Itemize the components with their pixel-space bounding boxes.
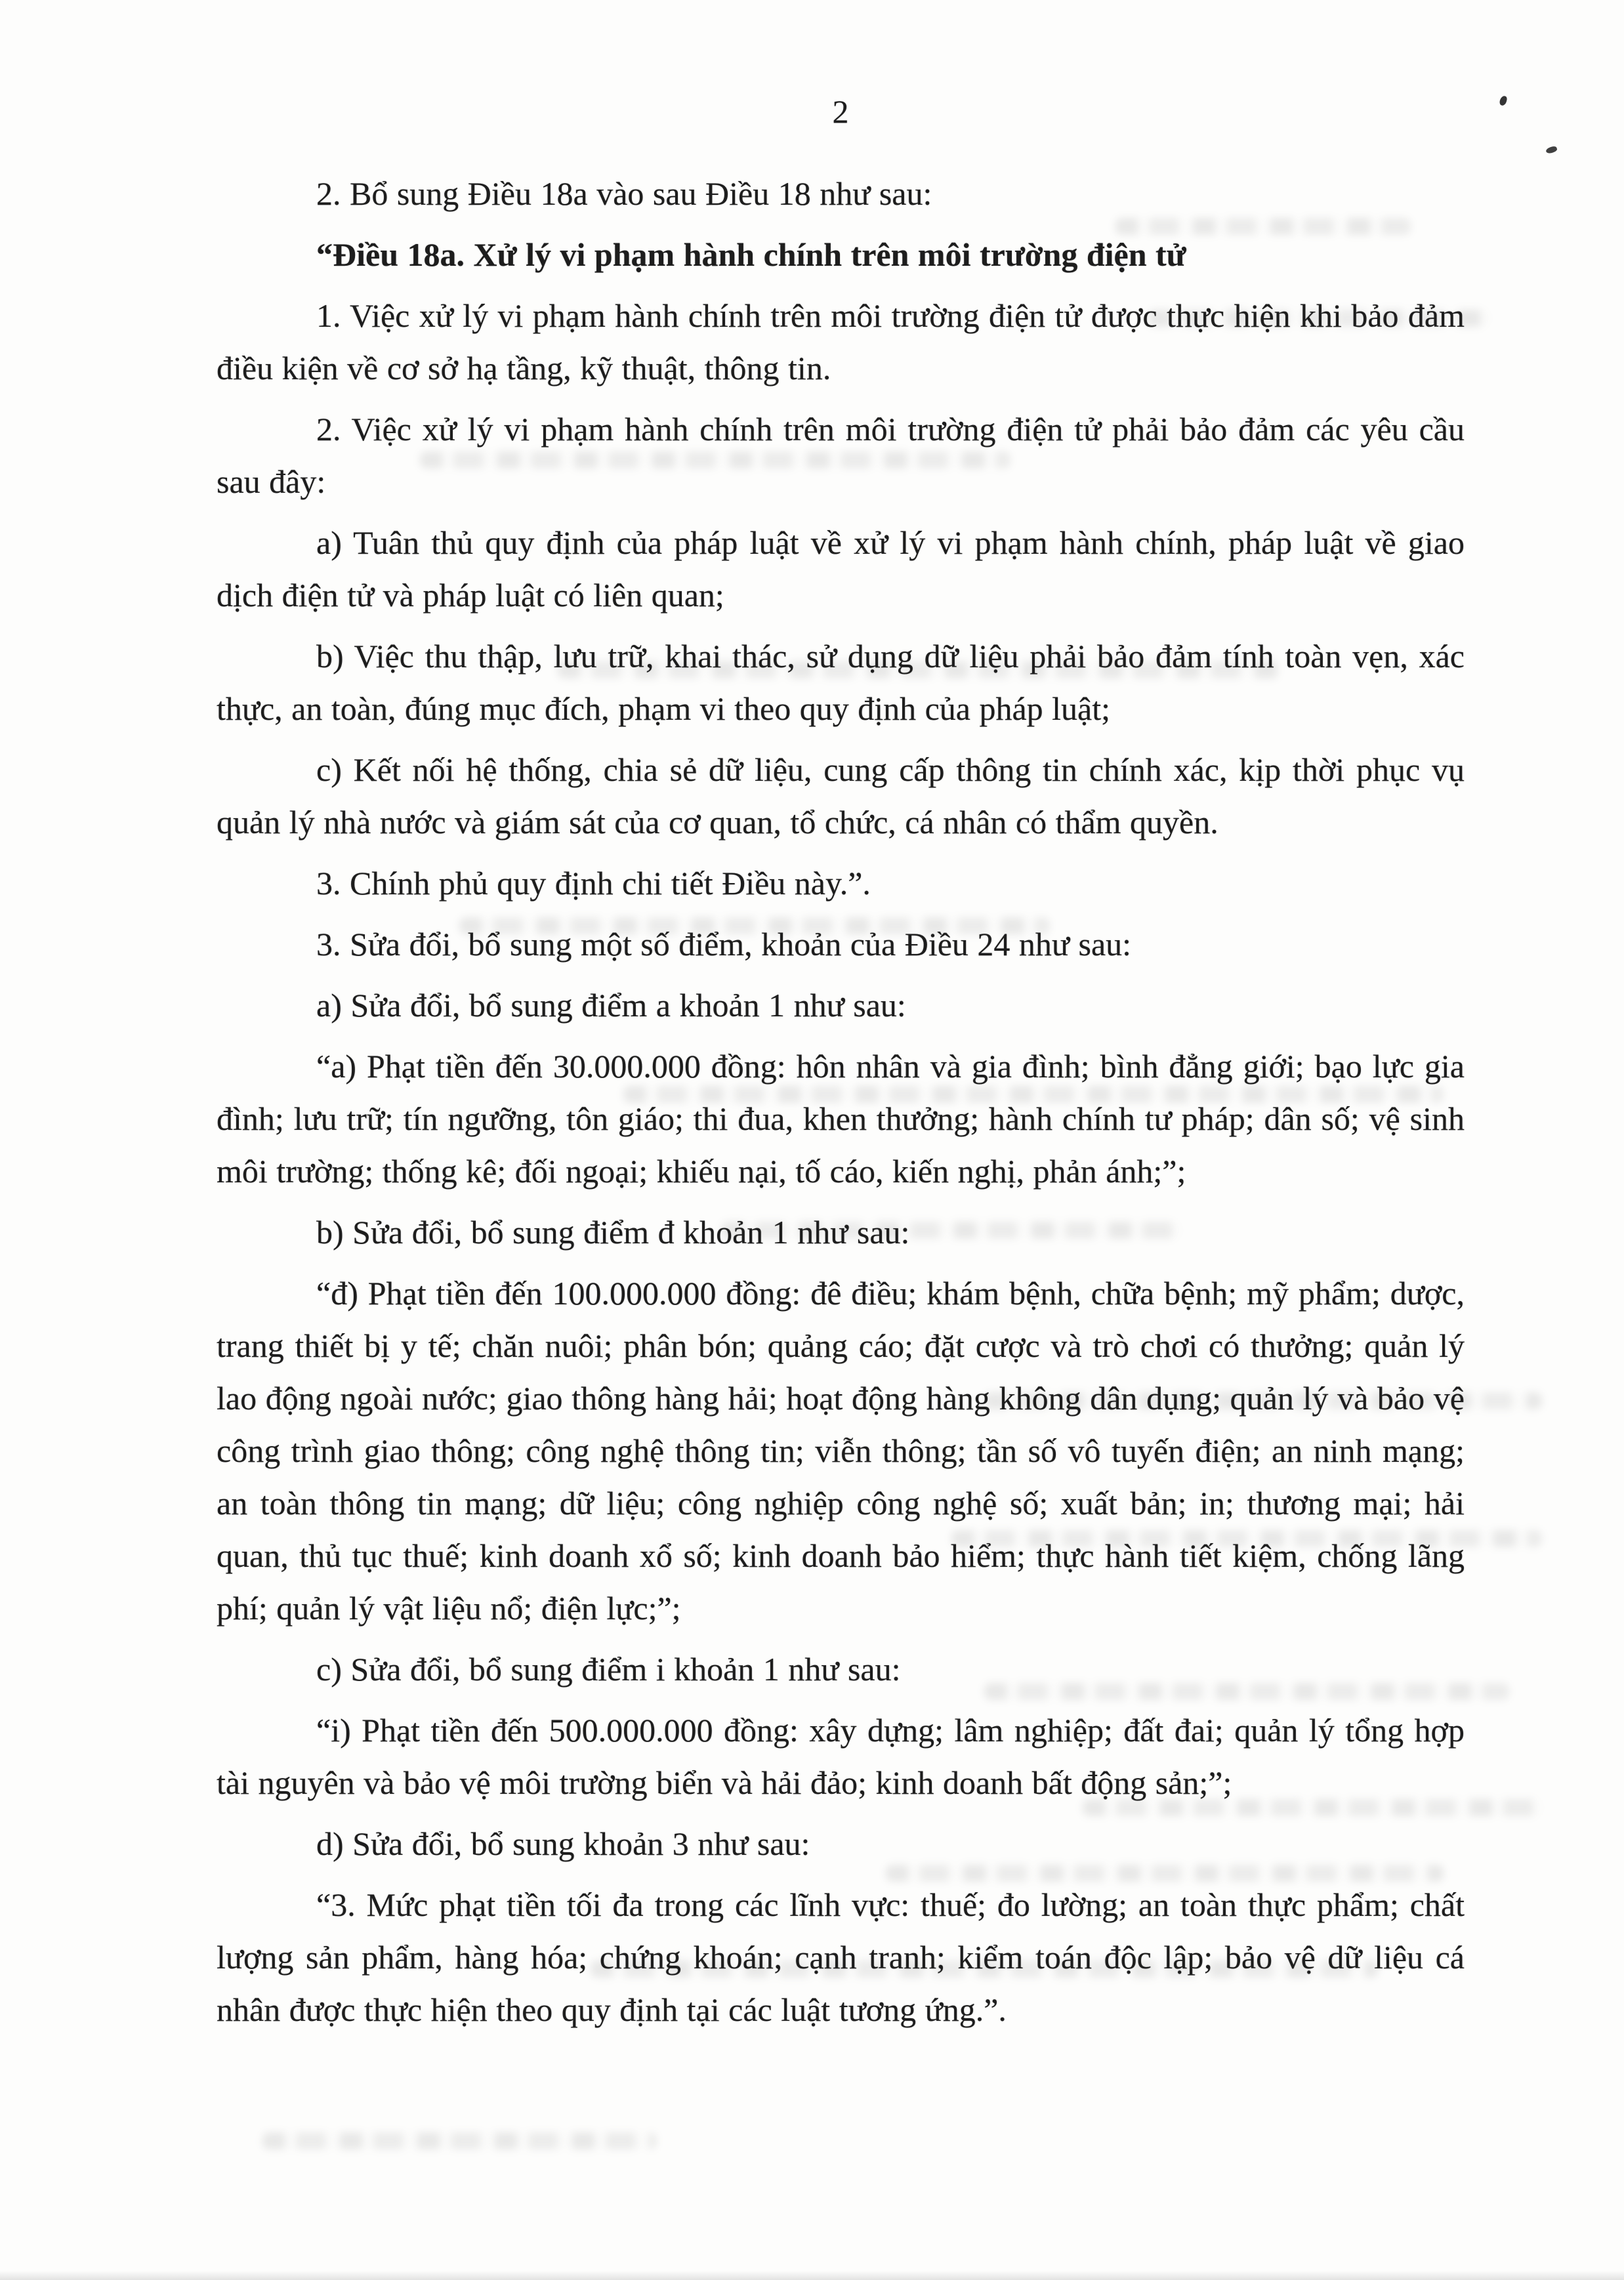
paragraph: b) Sửa đổi, bổ sung điểm đ khoản 1 như sau: [316,1214,910,1251]
page-number: 2 [832,93,849,130]
paragraph: c) Kết nối hệ thống, chia sẻ dữ liệu, cung cấp thông tin chính xác, kịp thời phục vụ quản lý nhà nước và giám sát của cơ quan, tổ chức, cá nhân có thẩm quyền. [217,751,1465,840]
paragraph: 1. Việc xử lý vi phạm hành chính trên môi trường điện tử được thực hiện khi bảo đảm điều kiện về cơ sở hạ tầng, kỹ thuật, thông tin. [217,297,1465,386]
paragraph: a) Tuân thủ quy định của pháp luật về xử lý vi phạm hành chính, pháp luật về giao dịch điện tử và pháp luật có liên quan; [217,524,1465,613]
paragraph: 3. Sửa đổi, bổ sung một số điểm, khoản của Điều 24 như sau: [316,926,1132,963]
paragraph: “đ) Phạt tiền đến 100.000.000 đồng: đê điều; khám bệnh, chữa bệnh; mỹ phẩm; dược, trang thiết bị y tế; chăn nuôi; phân bón; quảng cáo; đặt cược và trò chơi có thưởng; quản lý lao động ngoài nước; giao thông hàng hải; hoạt động hàng không dân dụng; quản lý và bảo vệ công trình giao thông; công nghệ thông tin; viễn thông; tần số vô tuyến điện; an ninh mạng; an toàn thông tin mạng; dữ liệu; công nghiệp công nghệ số; xuất bản; in; thương mại; hải quan, thủ tục thuế; kinh doanh xổ số; kinh doanh bảo hiểm; thực hành tiết kiệm, chống lãng phí; quản lý vật liệu nổ; điện lực;”; [217,1275,1465,1627]
article-heading: “Điều 18a. Xử lý vi phạm hành chính trên môi trường điện tử [316,236,1186,273]
paragraph: a) Sửa đổi, bổ sung điểm a khoản 1 như sau: [316,987,906,1024]
paragraph: 2. Bổ sung Điều 18a vào sau Điều 18 như sau: [316,175,932,212]
paragraph: c) Sửa đổi, bổ sung điểm i khoản 1 như sau: [316,1651,901,1688]
paragraph: 3. Chính phủ quy định chi tiết Điều này.”. [316,865,871,902]
paragraph: b) Việc thu thập, lưu trữ, khai thác, sử dụng dữ liệu phải bảo đảm tính toàn vẹn, xác thực, an toàn, đúng mục đích, phạm vi theo quy định của pháp luật; [217,638,1465,727]
scan-edge-shadow [0,2271,1624,2280]
paragraph: “a) Phạt tiền đến 30.000.000 đồng: hôn nhân và gia đình; bình đẳng giới; bạo lực gia đình; lưu trữ; tín ngưỡng, tôn giáo; thi đua, khen thưởng; hành chính tư pháp; dân số; vệ sinh môi trường; thống kê; đối ngoại; khiếu nại, tố cáo, kiến nghị, phản ánh;”; [217,1048,1465,1190]
ink-speck [1499,95,1508,106]
paragraph: 2. Việc xử lý vi phạm hành chính trên môi trường điện tử phải bảo đảm các yêu cầu sau đây: [217,411,1465,500]
paragraph: d) Sửa đổi, bổ sung khoản 3 như sau: [316,1825,810,1862]
paragraph: “3. Mức phạt tiền tối đa trong các lĩnh vực: thuế; đo lường; an toàn thực phẩm; chất lượng sản phẩm, hàng hóa; chứng khoán; cạnh tranh; kiểm toán độc lập; bảo vệ dữ liệu cá nhân được thực hiện theo quy định tại các luật tương ứng.”. [217,1886,1465,2028]
ink-speck [1545,145,1558,154]
scan-smudge [262,2132,656,2149]
paragraph: “i) Phạt tiền đến 500.000.000 đồng: xây dựng; lâm nghiệp; đất đai; quản lý tổng hợp tài nguyên và bảo vệ môi trường biển và hải đảo; kinh doanh bất động sản;”; [217,1712,1465,1801]
page-content [217,92,1465,2044]
